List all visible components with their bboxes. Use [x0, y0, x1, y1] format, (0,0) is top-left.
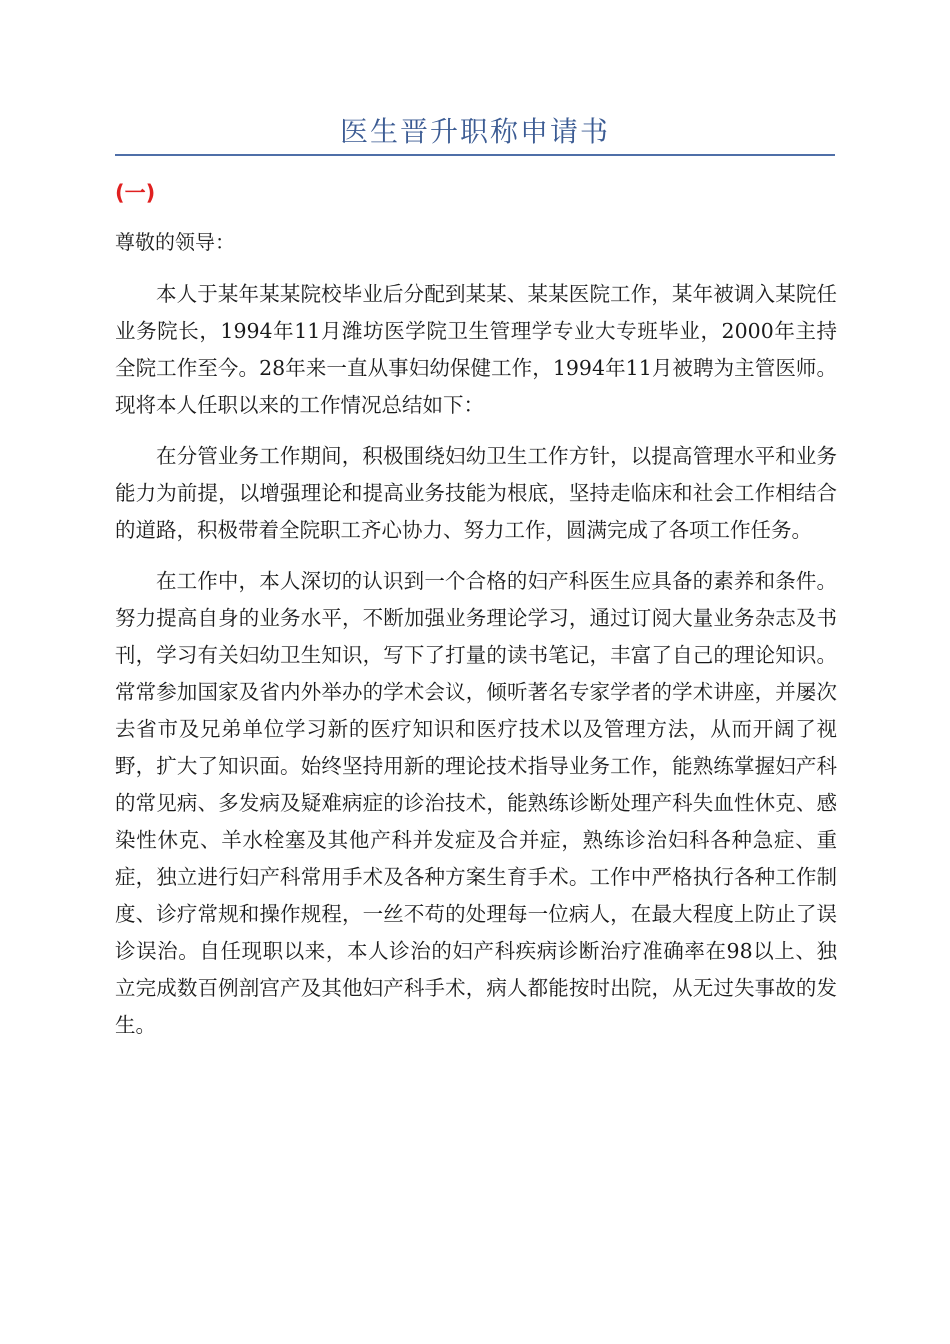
- salutation: 尊敬的领导：: [115, 230, 235, 254]
- title-divider: [115, 154, 835, 156]
- body-text: [115, 276, 837, 1058]
- paragraph-1: 本人于某年某某院校毕业后分配到某某、某某医院工作，某年被调入某院任业务院长，1994年11月潍坊医学院卫生管理学专业大专班毕业，2000年主持全院工作至今。28年来一直从事妇幼保健工作，1994年11月被聘为主管医师。现将本人任职以来的工作情况总结如下：: [115, 282, 837, 417]
- document-title: 医生晋升职称申请书: [339, 115, 610, 148]
- paragraph-3: 在工作中，本人深切的认识到一个合格的妇产科医生应具备的素养和条件。努力提高自身的业务水平，不断加强业务理论学习，通过订阅大量业务杂志及书刊，学习有关妇幼卫生知识，写下了打量的读书笔记，丰富了自己的理论知识。常常参加国家及省内外举办的学术会议，倾听著名专家学者的学术讲座，并屡次去省市及兄弟单位学习新的医疗知识和医疗技术以及管理方法，从而开阔了视野，扩大了知识面。始终坚持用新的理论技术指导业务工作，能熟练掌握妇产科的常见病、多发病及疑难病症的诊治技术，能熟练诊断处理产科失血性休克、感染性休克、羊水栓塞及其他产科并发症及合并症，熟练诊治妇科各种急症、重症，独立进行妇产科常用手术及各种方案生育手术。工作中严格执行各种工作制度、诊疗常规和操作规程，一丝不苟的处理每一位病人，在最大程度上防止了误诊误治。自任现职以来，本人诊治的妇产科疾病诊断治疗准确率在98以上、独立完成数百例剖宫产及其他妇产科手术，病人都能按时出院，从无过失事故的发生。: [115, 569, 837, 1037]
- paragraph-2: 在分管业务工作期间，积极围绕妇幼卫生工作方针，以提高管理水平和业务能力为前提，以增强理论和提高业务技能为根底，坚持走临床和社会工作相结合的道路，积极带着全院职工齐心协力、努力工作，圆满完成了各项工作任务。: [115, 444, 837, 542]
- section-number: (一): [115, 181, 156, 205]
